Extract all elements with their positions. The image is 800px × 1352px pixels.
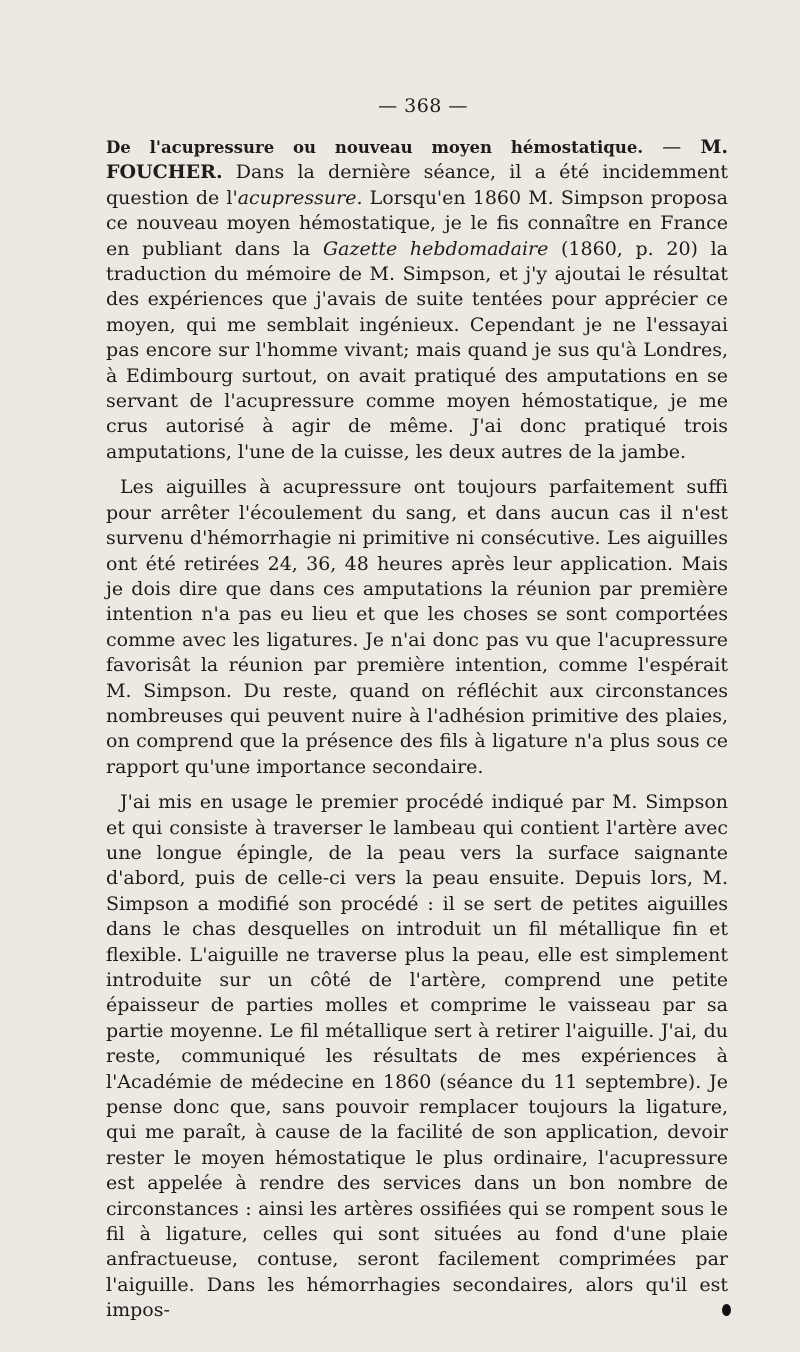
page-number: — 368 — <box>378 95 468 117</box>
section-heading: De l'acupressure ou nouveau moyen hémostatique. <box>106 138 644 157</box>
paragraph-results: Les aiguilles à acupressure ont toujours parfaitement suffi pour arrêter l'écoulement du sang, et dans aucun cas il n'est survenu d'hémorrhagie ni primitive ni consécutive. Les aiguilles ont été retirées 24, 36, 48 heures après leur application. Mais je dois dire que dans ces amputations la réunion par première intention n'a pas eu lieu et que les choses se sont comportées comme avec les ligatures. Je n'ai donc pas vu que l'acupressure favorisât la réunion par première intention, comme l'espérait M. Simpson. Du reste, quand on réfléchit aux circonstances nombreuses qui peuvent nuire à l'adhésion primitive des plaies, on comprend que la présence des fils à ligature n'a plus sous ce rapport qu'une importance secondaire. <box>106 476 728 778</box>
paragraph-text: (1860, p. 20) la traduction du mémoire de M. Simpson, et j'y ajoutai le résultat des expériences que j'avais de suite tentées pour apprécier ce moyen, qui me semblait ingénieux. Cependant je ne l'essayai pas encore sur l'homme vivant; mais quand je sus qu'à Londres, à Edimbourg surtout, on avait pratiqué des amputations en se servant de l'acupressure comme moyen hémostatique, je me crus autorisé à agir de même. J'ai donc pratiqué trois amputations, l'une de la cuisse, les deux autres de la jambe. <box>106 237 729 463</box>
paragraph-text: Dans la dernière séance, il a été incidemment question de l' <box>106 161 728 209</box>
journal-title: Gazette hebdomadaire <box>322 237 549 260</box>
paragraph-acupressure-intro <box>106 135 728 465</box>
paragraph-text: Lorsqu'en 1860 M. Simpson proposa ce nouveau moyen hémostatique, je le fis connaître en France en publiant dans la <box>106 186 728 260</box>
heading-dash: — <box>643 136 701 158</box>
ink-dot <box>722 1304 731 1316</box>
paragraph-procedure: J'ai mis en usage le premier procédé indiqué par M. Simpson et qui consiste à traverser le lambeau qui contient l'artère avec une longue épingle, de la peau vers la surface saignante d'abord, puis de celle-ci vers la peau ensuite. Depuis lors, M. Simpson a modifié son procédé : il se sert de petites aiguilles dans le chas desquelles on introduit un fil métallique fin et flexible. L'aiguille ne traverse plus la peau, elle est simplement introduite sur un côté de l'artère, comprend une petite épaisseur de parties molles et comprime le vaisseau par sa partie moyenne. Le fil métallique sert à retirer l'aiguille. J'ai, du reste, communiqué les résultats de mes expériences à l'Académie de médecine en 1860 (séance du 11 septembre). Je pense donc que, sans pouvoir remplacer toujours la ligature, qui me paraît, à cause de la facilité de son application, devoir rester le moyen hémostatique le plus ordinaire, l'acupressure est appelée à rendre des services dans un bon nombre de circonstances : ainsi les artères ossifiées qui se rompent sous le fil à ligature, celles qui sont situées au fond d'une plaie anfractueuse, contuse, seront facilement comprimées par l'aiguille. Dans les hémorrhagies secondaires, alors qu'il est impos- <box>106 791 728 1322</box>
author-name: M. FOUCHER. <box>106 136 728 184</box>
italic-term: acupressure. <box>237 186 363 209</box>
